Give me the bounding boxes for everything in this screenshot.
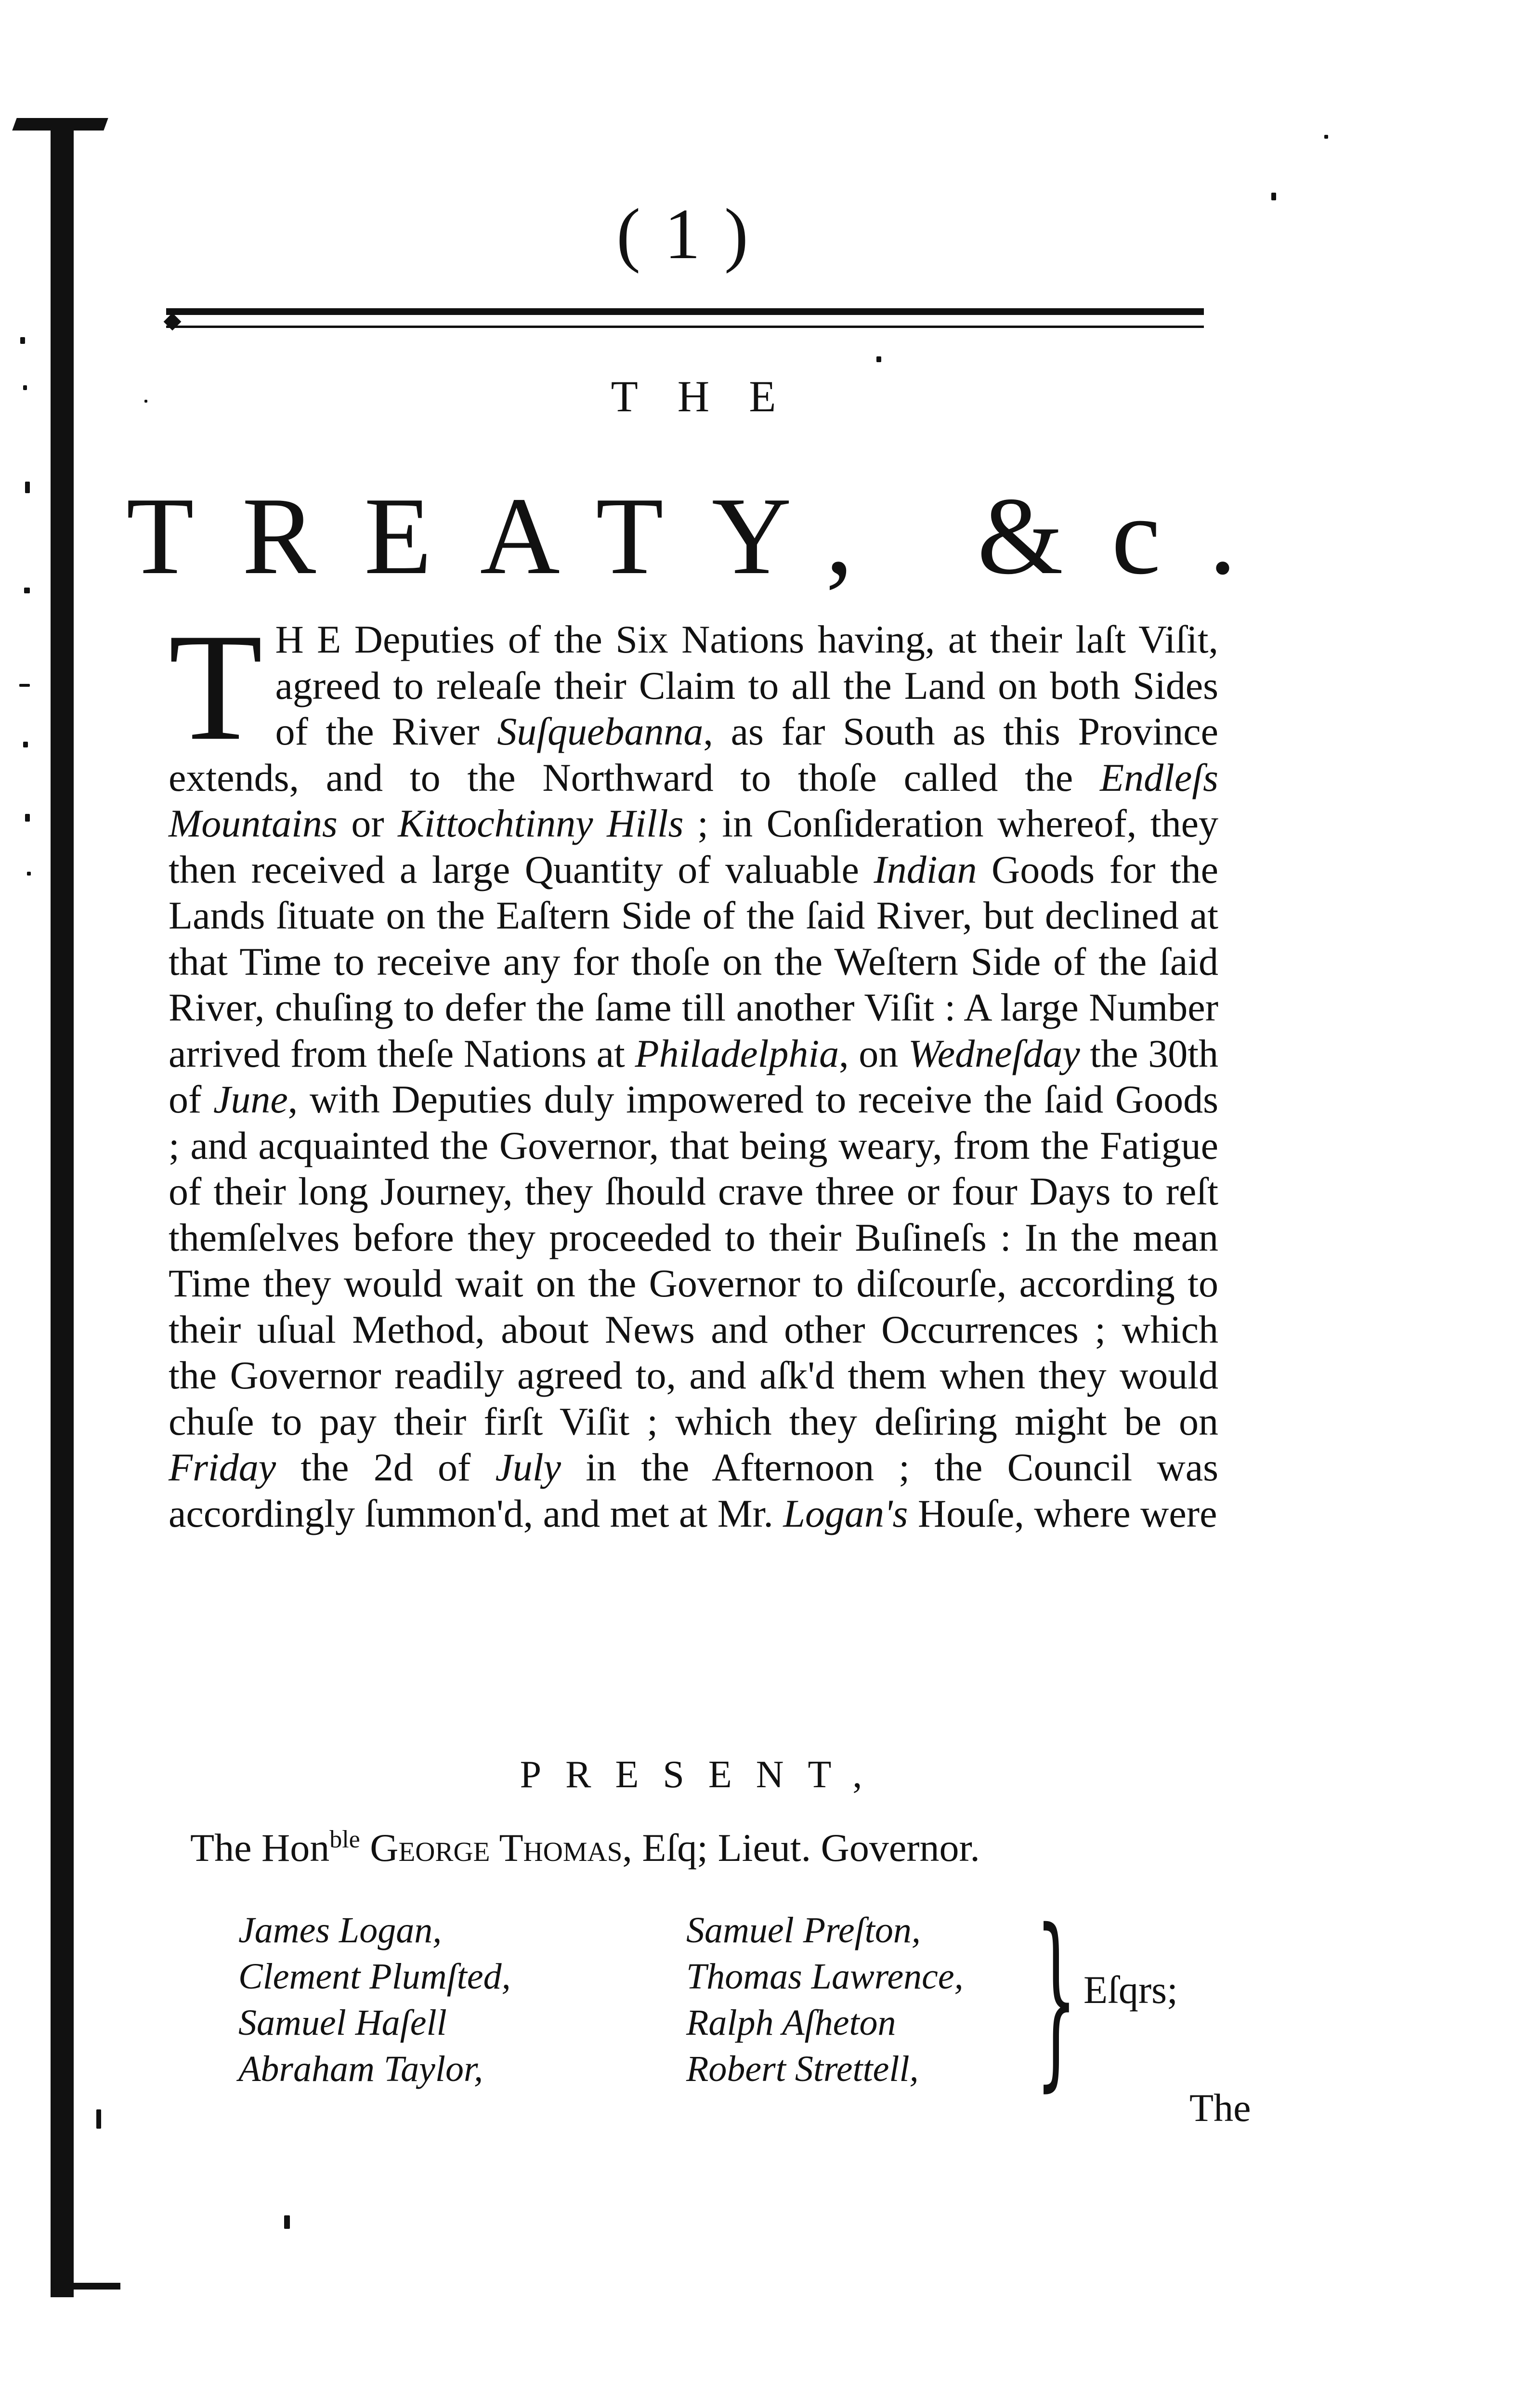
member-name: Samuel Haſell [238,2002,447,2043]
body-italic-run: June [213,1077,288,1121]
heading-the: THE [611,372,816,421]
body-text-run: , as far South as this Province extends, and to the Northward to thoſe called the [169,709,1218,799]
binding-edge [51,120,74,2297]
body-italic-run: July [495,1445,561,1489]
present-heading: PRESENT, [520,1754,887,1796]
member-name: Clement Plumſted, [238,1956,511,1997]
member-name: Ralph Aſheton [686,2002,896,2043]
body-italic-run: Endleſs Mountains [169,755,1218,845]
body-text-runs [169,602,1219,1535]
governor-name: George Thomas [370,1826,623,1870]
binding-edge-foot [72,2283,120,2290]
governor-suffix: , Eſq; Lieut. Governor. [622,1826,980,1870]
drop-cap: T [169,602,263,772]
body-italic-run: Wedneſday [908,1031,1080,1075]
governor-line [190,1825,1269,1871]
member-name: Thomas Lawrence, [686,1956,964,1997]
body-italic-run: Kittochtinny Hills [398,801,684,845]
body-text-run: or [337,801,398,845]
body-paragraph [169,602,1219,1536]
body-italic-run: Friday [169,1445,276,1489]
member-name: Samuel Preſton, [686,1910,921,1950]
heading-treaty: TREATY, &c. [126,474,1285,597]
body-text-run: the 2d of [276,1445,496,1489]
body-text-run: H E Deputies of the Six Nations having, at their laſt Viſit, agreed to releaſe their Claim to all the Land on both Sides of the River [275,617,1218,753]
page-number: ( 1 ) [616,194,751,274]
members-column-1 [238,1907,511,2092]
binding-edge-top [12,118,108,131]
members-suffix: Eſqrs; [1083,1968,1178,2012]
body-text-run: , on [839,1031,908,1075]
header-rule-thin [166,326,1204,328]
body-italic-run: Suſquebanna [497,709,704,753]
governor-prefix: The Hon [190,1826,330,1870]
member-name: Abraham Taylor, [238,2049,483,2089]
body-italic-run: Philadelphia [635,1031,839,1075]
header-rule [166,308,1204,315]
body-text-run: the 30th of [169,1031,1218,1121]
governor-superscript: ble [329,1826,360,1853]
body-italic-run: Logan's [783,1491,908,1535]
body-italic-run: Indian [874,847,977,891]
body-text-run: Houſe, where were [908,1491,1217,1535]
members-column-2 [686,1907,964,2092]
catchword: The [1189,2086,1251,2130]
body-text-run: , with Deputies duly impowered to receive the ſaid Goods ; and acquainted the Governor, that being weary, from the Fatigue of their long Journey, they ſhould crave three or four Days to reſt themſelves before they proceeded to their Buſineſs : In the mean Time they would wait on the Governor to diſcourſe, according to their uſual Method, about News and other Occurrences ; which the Governor readily agreed to, and aſk'd them when they would chuſe to pay their firſt Viſit ; which they deſiring might be on [169,1077,1218,1443]
body-text-run: in the Afternoon ; the Council was accordingly ſummon'd, and met at Mr. [169,1445,1219,1535]
body-text-run: Goods for the Lands ſituate on the Eaſtern Side of the ſaid River, but declined at that Time to receive any for thoſe on the Weſtern Side of the ſaid River, chuſing to defer the ſame till another Viſit : A large Number arrived from theſe Nations at [169,847,1218,1075]
member-name: Robert Strettell, [686,2049,919,2089]
body-text-run: ; in Conſideration whereof, they then received a large Quantity of valuable [169,801,1218,891]
brace-symbol: } [1035,1889,1077,2108]
member-name: James Logan, [238,1910,442,1950]
